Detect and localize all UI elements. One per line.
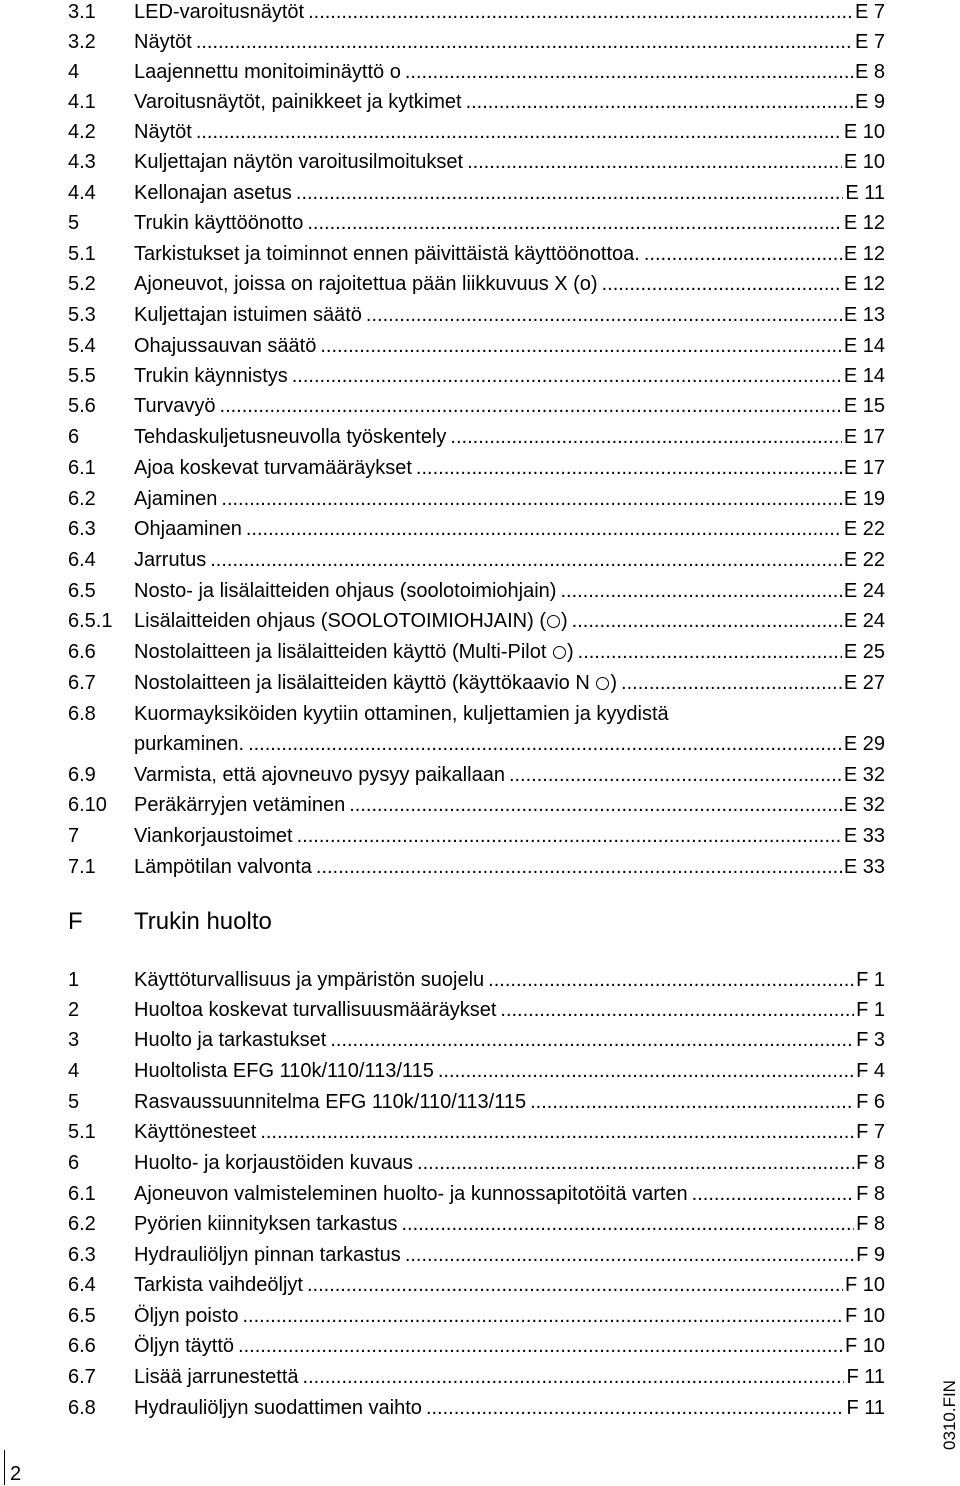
toc-entry-page: F 11	[846, 1397, 885, 1419]
toc-entry	[68, 1394, 885, 1422]
toc-entry-page: F 9	[856, 1244, 885, 1266]
toc-entry-number: 6.8	[68, 1397, 96, 1419]
dot-leader	[405, 58, 853, 86]
toc-entry-title: Jarrutus	[134, 549, 207, 571]
toc-entry-number: 6.6	[68, 641, 96, 663]
toc-entry-title: Laajennettu monitoiminäyttö o	[134, 61, 401, 83]
dot-leader	[578, 638, 842, 666]
dot-leader	[303, 1363, 845, 1391]
toc-entry-page: E 33	[843, 856, 885, 878]
dot-leader	[248, 730, 842, 758]
toc-entry-title: Pyörien kiinnityksen tarkastus	[134, 1213, 398, 1235]
toc-entry-page: F 7	[856, 1121, 885, 1143]
toc-entry	[68, 1057, 885, 1085]
toc-entry-number: 6.4	[68, 1274, 96, 1296]
toc-entry-title: Huoltolista EFG 110k/110/113/115	[134, 1060, 434, 1082]
toc-entry-page: E 12	[843, 273, 885, 295]
toc-entry	[68, 853, 885, 881]
dot-leader	[572, 607, 842, 635]
toc-entry-title: Viankorjaustoimet	[134, 825, 293, 847]
toc-entry-number: 6.2	[68, 1213, 96, 1235]
toc-entry-number: 6.5.1	[68, 610, 113, 632]
toc-entry	[68, 1180, 885, 1208]
toc-entry-title: Ohajussauvan säätö	[134, 335, 317, 357]
toc-entry	[68, 270, 885, 298]
toc-entry-title: Trukin käynnistys	[134, 365, 288, 387]
toc-entry-page: E 10	[843, 151, 885, 173]
toc-entry	[68, 822, 885, 850]
dot-leader	[196, 28, 853, 56]
dot-leader	[401, 1210, 854, 1238]
toc-entry-title: Kellonajan asetus	[134, 182, 292, 204]
toc-entry-number: 5.3	[68, 304, 96, 326]
toc-entry	[68, 1026, 885, 1054]
circle-option-icon	[553, 646, 566, 659]
toc-entry-page: E 15	[843, 395, 885, 417]
dot-leader	[308, 0, 853, 26]
toc-entry	[68, 1088, 885, 1116]
toc-entry	[68, 1332, 885, 1360]
dot-leader	[330, 1026, 854, 1054]
toc-entry	[68, 515, 885, 543]
dot-leader	[243, 1302, 843, 1330]
toc-entry-title: Varoitusnäytöt, painikkeet ja kytkimet	[134, 91, 462, 113]
toc-entry	[68, 362, 885, 390]
toc-entry-title: Lisää jarrunestettä	[134, 1366, 299, 1388]
toc-entry-title-suffix: )	[561, 610, 568, 632]
toc-entry-number: 5	[68, 1091, 80, 1113]
toc-entry-title: Käyttönesteet	[134, 1121, 257, 1143]
toc-entry-page: E 29	[843, 733, 885, 755]
toc-entry	[68, 88, 885, 116]
toc-entry-page: F 8	[856, 1183, 885, 1205]
toc-entry-page: F 1	[856, 999, 885, 1021]
toc-entry-title: Tarkistukset ja toiminnot ennen päivittäistä käyttöönottoa.	[134, 243, 640, 265]
toc-entry-title: Ajoa koskevat turvamääräykset	[134, 457, 412, 479]
toc-entry-title-suffix: )	[610, 672, 618, 694]
toc-entry	[68, 638, 885, 666]
toc-entry-number: 6.2	[68, 488, 96, 510]
dot-leader	[320, 332, 842, 360]
toc-entry-number: 6	[68, 1152, 80, 1174]
dot-leader	[405, 1241, 854, 1269]
toc-entry	[68, 966, 885, 994]
toc-entry-number: 3.2	[68, 31, 96, 53]
toc-entry-title: Tehdaskuljetusneuvolla työskentely	[134, 426, 447, 448]
toc-entry-title: Huolto- ja korjaustöiden kuvaus	[134, 1152, 414, 1174]
toc-entry-title: Käyttöturvallisuus ja ympäristön suojelu	[134, 969, 485, 991]
toc-entry-page: F 3	[856, 1029, 885, 1051]
dot-leader	[488, 966, 854, 994]
toc-entry-page: E 22	[843, 518, 885, 540]
toc-entry-number: 6.5	[68, 1305, 96, 1327]
toc-entry-page: E 27	[843, 672, 885, 694]
toc-entry-number: 5	[68, 212, 80, 234]
toc-entry-title: Öljyn täyttö	[134, 1335, 235, 1357]
toc-entry	[68, 58, 885, 86]
toc-entry-page: E 14	[843, 335, 885, 357]
toc-entry	[68, 1149, 885, 1177]
toc-entry-title: Lämpötilan valvonta	[134, 856, 312, 878]
toc-entry-number: 6.3	[68, 1244, 96, 1266]
toc-entry-number: 6.1	[68, 457, 96, 479]
toc-entry	[68, 332, 885, 360]
toc-entry-number: 4	[68, 1060, 80, 1082]
dot-leader	[196, 118, 842, 146]
dot-leader	[560, 577, 841, 605]
dot-leader	[366, 301, 842, 329]
dot-leader	[644, 240, 842, 268]
toc-entry-title-text: Nostolaitteen ja lisälaitteiden käyttö (käyttökaavio N	[134, 672, 596, 694]
toc-entry-page: E 11	[845, 182, 885, 204]
toc-entry-number: 3	[68, 1029, 80, 1051]
toc-entry-title: Näytöt	[134, 121, 192, 143]
toc-entry	[68, 1241, 885, 1269]
toc-entry-page: E 12	[843, 212, 885, 234]
toc-entry	[68, 118, 885, 146]
dot-leader	[246, 515, 842, 543]
section-heading	[68, 906, 885, 938]
toc-entry-page: E 13	[843, 304, 885, 326]
toc-entry	[68, 669, 885, 697]
toc-entry-number: 7	[68, 825, 80, 847]
toc-entry-title: Varmista, että ajovneuvo pysyy paikallaan	[134, 764, 505, 786]
page-number: 2	[10, 1463, 22, 1485]
dot-leader	[467, 148, 842, 176]
dot-leader	[438, 1057, 854, 1085]
toc-entry	[68, 1363, 885, 1391]
toc-entry-title	[134, 669, 617, 697]
toc-entry	[68, 1271, 885, 1299]
toc-entry-number: 6.9	[68, 764, 96, 786]
toc-entry	[68, 423, 885, 451]
dot-leader	[450, 423, 841, 451]
toc-entry	[68, 148, 885, 176]
dot-leader	[296, 179, 843, 207]
toc-entry-title: Nosto- ja lisälaitteiden ohjaus (soolotoimiohjain)	[134, 580, 557, 602]
toc-entry	[68, 730, 885, 758]
toc-entry-title: Ajoneuvon valmisteleminen huolto- ja kunnossapitotöitä varten	[134, 1183, 688, 1205]
toc-entry-page: E 10	[843, 121, 885, 143]
toc-entry-number: 5.1	[68, 243, 96, 265]
dot-leader	[210, 546, 842, 574]
toc-entry-title	[134, 607, 568, 635]
dot-leader	[621, 669, 842, 697]
toc-entry-number: 5.6	[68, 395, 96, 417]
toc-entry-page: F 10	[844, 1274, 885, 1296]
toc-entry-page: E 7	[854, 1, 885, 23]
toc-entry-page: F 1	[856, 969, 885, 991]
toc-entry-number: F	[68, 908, 83, 935]
toc-entry-page: E 25	[843, 641, 885, 663]
toc-entry-number: 4	[68, 61, 80, 83]
toc-entry-number: 5.5	[68, 365, 96, 387]
toc-entry	[68, 240, 885, 268]
dot-leader	[416, 454, 842, 482]
dot-leader	[221, 485, 841, 513]
toc-entry-title: Huolto ja tarkastukset	[134, 1029, 327, 1051]
toc-entry-page: F 4	[856, 1060, 885, 1082]
toc-entry-title: Turvavyö	[134, 395, 216, 417]
toc-entry-page: E 12	[843, 243, 885, 265]
dot-leader	[466, 88, 853, 116]
toc-entry-number: 4.3	[68, 151, 96, 173]
toc-entry	[68, 1302, 885, 1330]
toc-entry	[68, 1118, 885, 1146]
toc-entry-title: Trukin huolto	[134, 908, 272, 935]
dot-leader	[509, 761, 842, 789]
toc-entry-title: Trukin käyttöönotto	[134, 212, 304, 234]
toc-entry	[68, 485, 885, 513]
dot-leader	[349, 791, 842, 819]
toc-entry-number: 6.7	[68, 672, 96, 694]
toc-entry-title-text: Lisälaitteiden ohjaus (SOOLOTOIMIOHJAIN) (	[134, 610, 546, 632]
toc-entry	[68, 791, 885, 819]
document-code-text: 0310.FIN	[940, 1380, 959, 1450]
toc-entry-page: E 32	[843, 794, 885, 816]
toc-entry-title: LED-varoitusnäytöt	[134, 1, 305, 23]
toc-entry	[68, 209, 885, 237]
toc-entry-title: Näytöt	[134, 31, 192, 53]
toc-entry-page: E 24	[843, 610, 885, 632]
toc-entry-title: Rasvaussuunnitelma EFG 110k/110/113/115	[134, 1091, 527, 1113]
dot-leader	[500, 996, 854, 1024]
dot-leader	[692, 1180, 854, 1208]
toc-entry-title: Kuljettajan näytön varoitusilmoitukset	[134, 151, 464, 173]
toc-entry-page: F 10	[844, 1335, 885, 1357]
toc-entry-number: 3.1	[68, 1, 96, 23]
toc-entry	[68, 546, 885, 574]
document-code	[940, 1365, 960, 1465]
toc-entry-title	[134, 638, 574, 666]
toc-entry	[68, 761, 885, 789]
toc-entry-number: 5.2	[68, 273, 96, 295]
toc-entry-number: 6.3	[68, 518, 96, 540]
toc-entry	[68, 577, 885, 605]
toc-entry	[68, 607, 885, 635]
dot-leader	[307, 209, 841, 237]
toc-entry-number: 5.4	[68, 335, 96, 357]
toc-entry-number: 6.1	[68, 1183, 96, 1205]
toc-entry-page: E 8	[854, 61, 885, 83]
toc-entry-number: 6.5	[68, 580, 96, 602]
toc-entry-number: 6	[68, 426, 80, 448]
toc-entry-page: E 17	[843, 457, 885, 479]
toc-entry-page: E 17	[843, 426, 885, 448]
toc-entry-page: F 8	[856, 1152, 885, 1174]
dot-leader	[316, 853, 842, 881]
toc-entry-page: E 32	[843, 764, 885, 786]
dot-leader	[292, 362, 842, 390]
toc-entry-title: Tarkista vaihdeöljyt	[134, 1274, 303, 1296]
toc-entry	[68, 700, 885, 728]
toc-entry-number: 4.1	[68, 91, 96, 113]
toc-entry-page: F 11	[846, 1366, 885, 1388]
toc-entry-number: 1	[68, 969, 80, 991]
toc-entry-page: E 22	[843, 549, 885, 571]
toc-entry-title: Öljyn poisto	[134, 1305, 239, 1327]
dot-leader	[602, 270, 842, 298]
toc-entry-number: 6.4	[68, 549, 96, 571]
toc-entry-number: 4.2	[68, 121, 96, 143]
toc-entry-title: Ajoneuvot, joissa on rajoitettua pään liikkuvuus X (o)	[134, 273, 598, 295]
toc-entry-page: E 9	[854, 91, 885, 113]
toc-entry-number: 5.1	[68, 1121, 96, 1143]
toc-entry	[68, 392, 885, 420]
toc-entry	[68, 301, 885, 329]
toc-entry-page: E 19	[843, 488, 885, 510]
toc-entry-number: 6.8	[68, 703, 96, 725]
toc-entry	[68, 996, 885, 1024]
dot-leader	[530, 1088, 854, 1116]
toc-entry-page: F 8	[856, 1213, 885, 1235]
toc-entry-number: 4.4	[68, 182, 96, 204]
dot-leader	[297, 822, 842, 850]
toc-entry-page: F 10	[844, 1305, 885, 1327]
toc-entry-title: Ohjaaminen	[134, 518, 242, 540]
dot-leader	[220, 392, 842, 420]
toc-entry-title-suffix: )	[566, 641, 574, 663]
margin-rule	[4, 1450, 5, 1485]
toc-entry	[68, 454, 885, 482]
toc-entry	[68, 0, 885, 26]
dot-leader	[307, 1271, 843, 1299]
toc-entry-title: Hydrauliöljyn pinnan tarkastus	[134, 1244, 401, 1266]
toc-entry-title-text: Nostolaitteen ja lisälaitteiden käyttö (Multi-Pilot	[134, 641, 552, 663]
toc-entry-number: 6.7	[68, 1366, 96, 1388]
toc-entry-title: Peräkärryjen vetäminen	[134, 794, 346, 816]
toc-entry-number: 2	[68, 999, 80, 1021]
toc-entry-title: Kuljettajan istuimen säätö	[134, 304, 362, 326]
dot-leader	[260, 1118, 854, 1146]
toc-entry	[68, 1210, 885, 1238]
circle-option-icon	[547, 615, 560, 628]
toc-entry-page: E 14	[843, 365, 885, 387]
toc-entry-number: 6.10	[68, 794, 107, 816]
toc-entry-page: F 6	[856, 1091, 885, 1113]
circle-option-icon	[596, 677, 609, 690]
dot-leader	[238, 1332, 843, 1360]
toc-entry-title: Ajaminen	[134, 488, 218, 510]
toc-entry-title: Huoltoa koskevat turvallisuusmääräykset	[134, 999, 497, 1021]
toc-entry-page: E 33	[843, 825, 885, 847]
toc-entry-title: Hydrauliöljyn suodattimen vaihto	[134, 1397, 422, 1419]
dot-leader	[417, 1149, 854, 1177]
toc-entry-page: E 24	[843, 580, 885, 602]
toc-entry	[68, 28, 885, 56]
toc-entry-number: 7.1	[68, 856, 96, 878]
toc-entry-number: 6.6	[68, 1335, 96, 1357]
dot-leader	[426, 1394, 845, 1422]
toc-entry-page: E 7	[854, 31, 885, 53]
toc-entry-title: purkaminen.	[134, 733, 245, 755]
toc-entry-title: Kuormayksiköiden kyytiin ottaminen, kuljettamien ja kyydistä	[134, 703, 669, 725]
toc-entry	[68, 179, 885, 207]
